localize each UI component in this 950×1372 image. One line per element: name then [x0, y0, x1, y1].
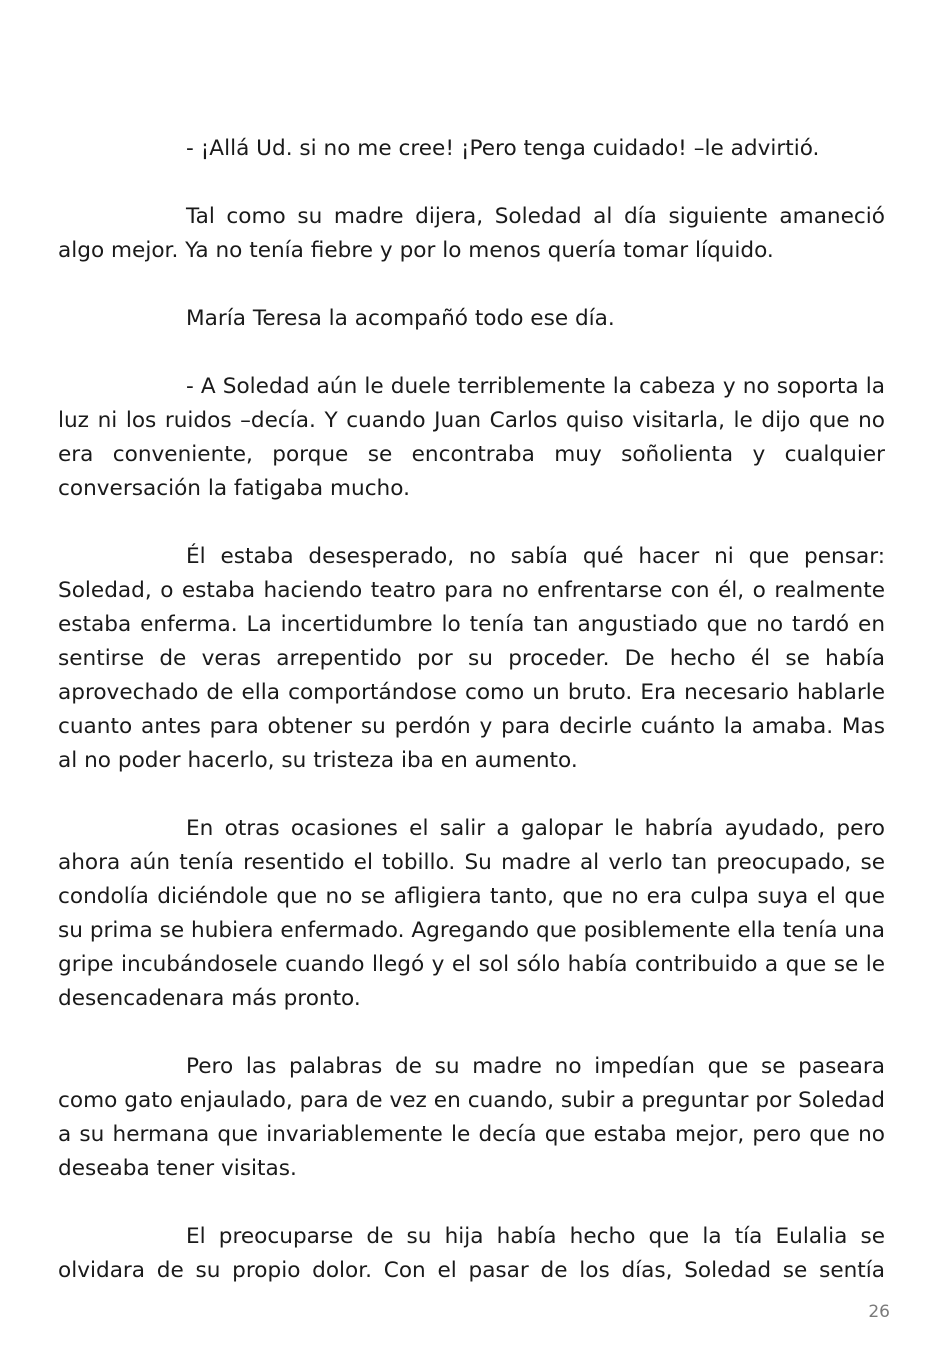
paragraph-8: El preocuparse de su hija había hecho que la tía Eulalia se olvidara de su propio dolor. Con el pasar de los días, Soledad se sentía	[58, 1224, 885, 1283]
paragraph-1: - ¡Allá Ud. si no me cree! ¡Pero tenga cuidado! –le advirtió.	[186, 136, 820, 161]
paragraph-7: Pero las palabras de su madre no impedían que se paseara como gato enjaulado, para de vez en cuando, subir a preguntar por Soledad a su hermana que invariablemente le decía que estaba mejor, pero que no deseaba tener visitas.	[58, 1054, 885, 1181]
paragraph-4: - A Soledad aún le duele terriblemente la cabeza y no soporta la luz ni los ruidos –decía. Y cuando Juan Carlos quiso visitarla, le dijo que no era conveniente, porque se encontraba muy soñolienta y cualquier conversación la fatigaba mucho.	[58, 374, 885, 501]
paragraph-5: Él estaba desesperado, no sabía qué hacer ni que pensar: Soledad, o estaba haciendo teatro para no enfrentarse con él, o realmente estaba enferma. La incertidumbre lo tenía tan angustiado que no tardó en sentirse de veras arrepentido por su proceder. De hecho él se había aprovechado de ella comportándose como un bruto. Era necesario hablarle cuanto antes para obtener su perdón y para decirle cuánto la amaba. Mas al no poder hacerlo, su tristeza iba en aumento.	[58, 544, 885, 773]
paragraph-3: María Teresa la acompañó todo ese día.	[186, 306, 615, 331]
page-number: 26	[868, 1302, 890, 1322]
paragraph-2: Tal como su madre dijera, Soledad al día siguiente amaneció algo mejor. Ya no tenía fiebre y por lo menos quería tomar líquido.	[58, 204, 885, 263]
paragraph-6: En otras ocasiones el salir a galopar le habría ayudado, pero ahora aún tenía resentido el tobillo. Su madre al verlo tan preocupado, se condolía diciéndole que no se afligiera tanto, que no era culpa suya el que su prima se hubiera enfermado. Agregando que posiblemente ella tenía una gripe incubándosele cuando llegó y el sol sólo había contribuido a que se le desencadenara más pronto.	[58, 816, 885, 1011]
body-text	[58, 132, 885, 1288]
